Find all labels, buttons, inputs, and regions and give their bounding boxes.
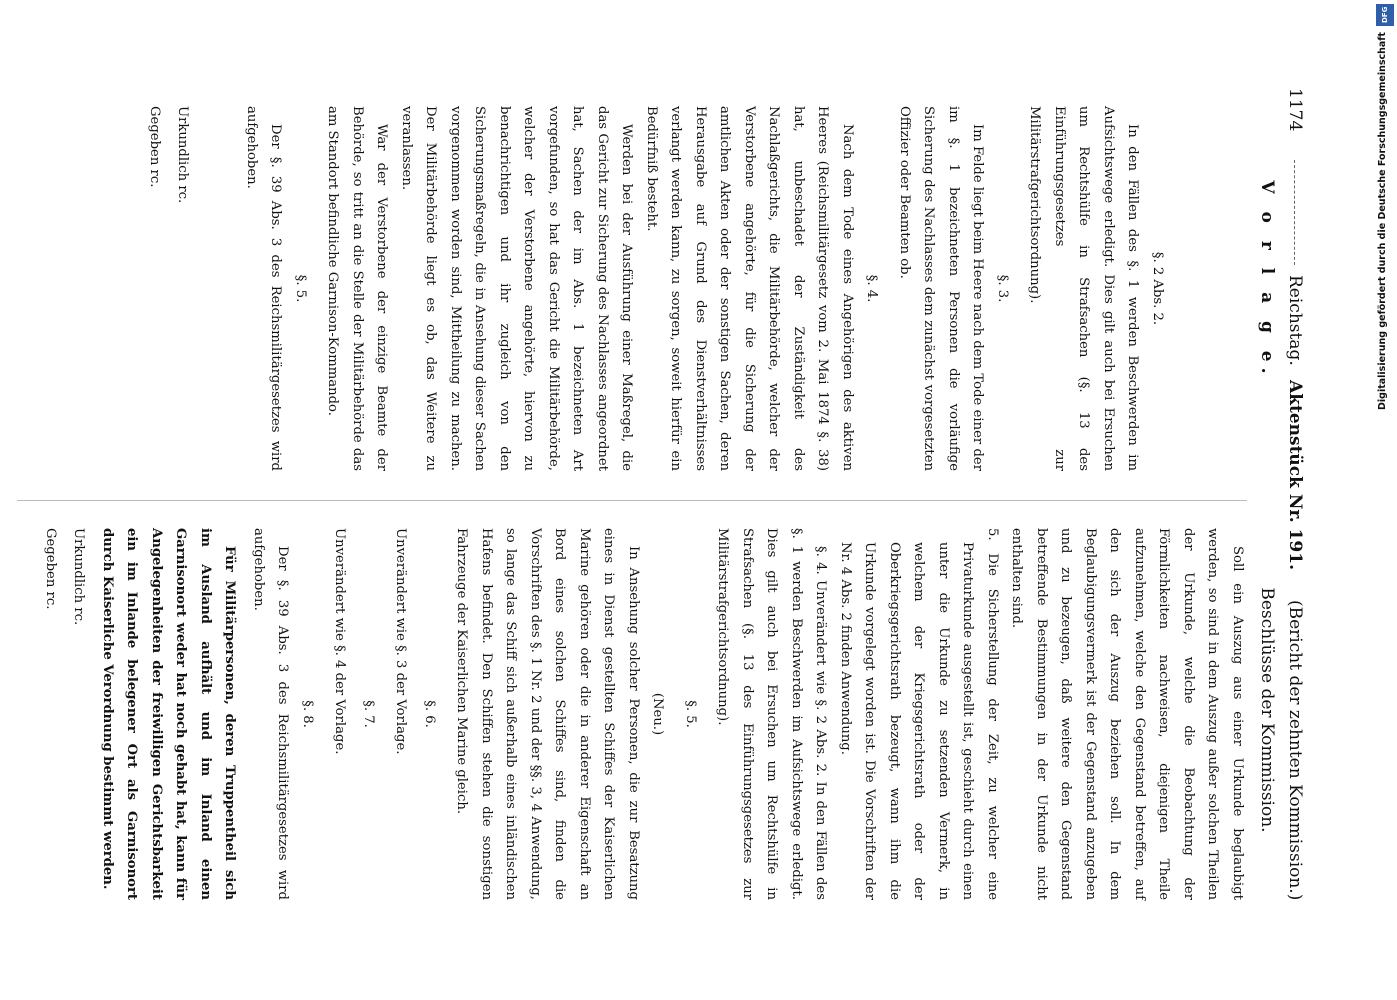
left-column — [142, 106, 1178, 471]
right-column-paragraph: Soll ein Auszug aus einer Urkunde beglaubigt werden, so sind in dem Auszug außer solchen Theilen der Urkunde, welche die Beobachtung der Förmlichkeiten nachweisen, diejenigen Theile aufzunehmen, welche den Gegenstand betreffen, auf den sich der Auszug beziehen soll. In dem Beglaubigungsvermerk ist der Gegenstand anzugeben und zu bezeugen, daß weitere den Gegenstand betreffende Bestimmungen in der Urkunde nicht enthalten sind. — [1009, 528, 1245, 900]
left-column-heading: V o r l a g e. — [1257, 180, 1277, 380]
left-column-paragraph: In den Fällen des §. 1 werden Beschwerden im Aufsichtswege erledigt. Dies gilt auch bei Ersuchen um Rechtshülfe in Strafsachen (§. 13 des Einführungsgesetzes zur Militärstrafgerichtsordnung). — [1027, 106, 1141, 471]
right-column-section-heading: §. 8. — [300, 700, 315, 728]
left-column-section-heading: §. 2 Abs. 2. — [1150, 251, 1165, 326]
header-document: Aktenstück Nr. 191. — [1285, 380, 1305, 571]
right-column-section-heading: (Neu.) — [650, 692, 666, 736]
right-column-text-line: Gegeben rc. — [43, 528, 58, 610]
left-column-paragraph: War der Verstorbene der einzige Beamte der Behörde, so tritt an die Stelle der Militärbehörde das am Standort befindliche Garnison-Kommando. — [325, 106, 390, 471]
right-column-text-line: Unverändert wie §. 3 der Vorlage. — [393, 528, 409, 755]
right-column-section-heading: §. 5. — [683, 700, 698, 728]
left-column-section-heading: §. 3. — [995, 274, 1010, 303]
header-leader — [1293, 160, 1295, 265]
right-column-paragraph: §. 4. Unverändert wie §. 2 Abs. 2. In den Fällen des §. 1 werden Beschwerden im Aufsichtswege erledigt. Dies gilt auch bei Ersuchen um Rechtshülfe in Strafsachen (§. 13 des Einführungsgesetzes zur Militärstrafgerichtsordnung). — [715, 528, 829, 900]
right-column-section-heading: §. 6. — [422, 700, 437, 728]
left-column-paragraph: Der §. 39 Abs. 3 des Reichsmilitärgesetzes wird aufgehoben. — [244, 106, 284, 471]
left-column-section-heading: §. 4. — [864, 274, 880, 303]
right-column-section-heading: §. 7. — [361, 700, 376, 728]
right-column-heading: Beschlüsse der Kommission. — [1257, 587, 1277, 833]
right-column-numbered-paragraph: 5. Die Sicherstellung der Zeit, zu welcher eine Privaturkunde ausgestellt ist, geschieht durch einen unter die Urkunde zu setzenden Vermerk, in welchem der Kriegsgerichtsrath oder der Oberkriegsgerichtsrath bezeugt, wann ihm die Urkunde vorgelegt worden ist. Die Vorschriften der Nr. 4 Abs. 2 finden Anwendung. — [838, 528, 1000, 900]
left-column-spacer — [199, 106, 239, 471]
right-column-bold-paragraph: Für Militärpersonen, deren Truppentheil sich im Ausland aufhält und im Inland einen Garnisonort weder hat noch gehabt hat, kann für Angelegenheiten der freiwilligen Gerichtsbarkeit ein im Inlande belegener Ort als Garnisonort durch Kaiserliche Verordnung bestimmt werden. — [100, 528, 238, 900]
dfg-logo: DFG — [1376, 4, 1394, 26]
column-divider — [17, 500, 1247, 501]
credit-text: Digitalisierung gefördert durch die Deutsche Forschungsgemeinschaft — [1377, 32, 1388, 410]
left-column-paragraph: Werden bei der Ausführung einer Maßregel, die das Gericht zur Sicherung des Nachlasses angeordnet hat, Sachen der im Abs. 1 bezeichneten Art vorgefunden, so hat das Gericht die Militärbehörde, welcher der Verstorbene angehörte, hiervon zu benachrichtigen und ihr zugleich von den Sicherungsmaßregeln, die in Ansehung dieser Sachen vorgenommen worden sind, Mittheilung zu machen. Der Militärbehörde liegt es ob, das Weitere zu veranlassen. — [399, 106, 635, 471]
left-column-paragraph: Nach dem Tode eines Angehörigen des aktiven Heeres (Reichsmilitärgesetz vom 2. Mai 1874 §. 38) hat, unbeschadet der Zuständigkeit des Nachlaßgerichts, die Militärbehörde, welcher der Verstorbene angehörte, für die Sicherung der amtlichen Akten oder der sonstigen Sachen, deren Herausgabe auf Grund des Dienstverhältnisses verlangt werden kann, zu sorgen, soweit hierfür ein Bedürfniß besteht. — [644, 106, 855, 471]
right-column-paragraph: In Ansehung solcher Personen, die zur Besatzung eines in Dienst gestellten Schiffes der Kaiserlichen Marine gehören oder die in anderer Eigenschaft an Bord eines solchen Schiffes sind, finden die Vorschriften des §. 1 Nr. 2 und der §§. 3, 4 Anwendung, so lange das Schiff sich außerhalb eines inländischen Hafens befindet. Den Schiffen stehen die sonstigen Fahrzeuge der Kaiserlichen Marine gleich. — [454, 528, 641, 900]
right-column-paragraph: Der §. 39 Abs. 3 des Reichsmilitärgesetzes wird aufgehoben. — [251, 528, 291, 900]
right-column-text-line: Unverändert wie §. 4 der Vorlage. — [332, 528, 348, 755]
header-report: (Bericht der zehnten Kommission.) — [1285, 600, 1305, 901]
left-column-text-line: Gegeben rc. — [147, 106, 162, 188]
credit-sidebar — [1374, 0, 1396, 1000]
page-number: 1174 — [1285, 88, 1305, 132]
left-column-section-heading: §. 5. — [293, 274, 308, 303]
left-column-text-line: Urkundlich rc. — [175, 106, 191, 204]
header-parliament: Reichstag. — [1285, 275, 1305, 366]
right-column-text-line: Urkundlich rc. — [71, 528, 87, 626]
left-column-paragraph: Im Felde liegt beim Heere nach dem Tode einer der im §. 1 bezeichneten Personen die vorläufige Sicherung des Nachlasses dem zunächst vorgesetzten Offizier oder Beamten ob. — [897, 106, 986, 471]
right-column — [38, 528, 1250, 900]
